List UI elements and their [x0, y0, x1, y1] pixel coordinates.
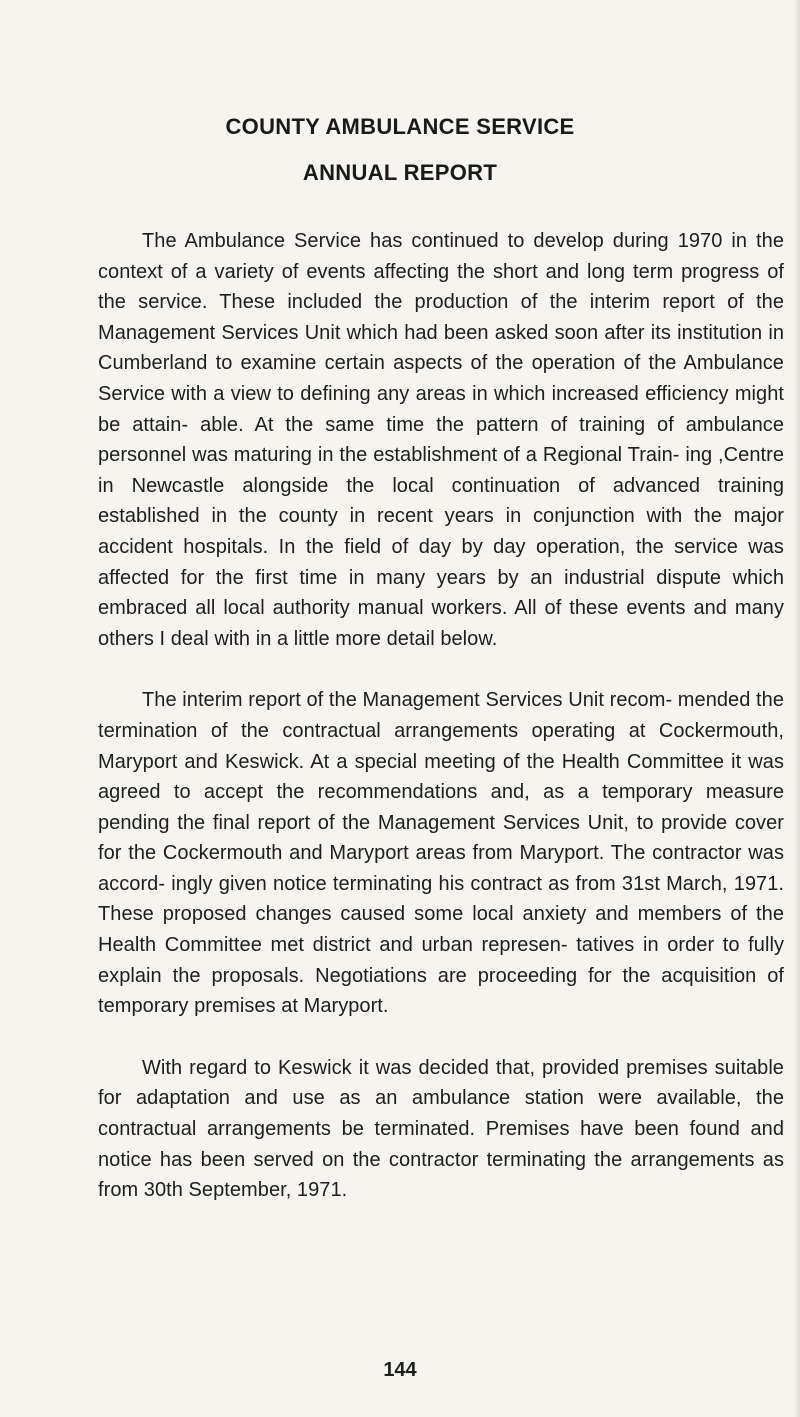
- page-number: 144: [383, 1359, 417, 1381]
- paragraph-1: The Ambulance Service has continued to develop during 1970 in the context of a variety of events affecting the short and long term progress of the service. These included the production of the interim report of the Management Services Unit which had been asked soon after its institution in Cumberland to examine certain aspects of the operation of the Ambulance Service with a view to defining any areas in which increased efficiency might be attain- able. At the same time the pattern of training of ambulance personnel was maturing in the establishment of a Regional Train- ing ,Centre in Newcastle alongside the local continuation of advanced training established in the county in recent years in conjunction with the major accident hospitals. In the field of day by day operation, the service was affected for the first time in many years by an industrial dispute which embraced all local authority manual workers. All of these events and many others I deal with in a little more detail below.: [98, 230, 784, 650]
- report-body: [98, 226, 784, 1237]
- page-title: COUNTY AMBULANCE SERVICE: [225, 114, 575, 139]
- page-subtitle: ANNUAL REPORT: [302, 160, 498, 185]
- page-edge-shadow: [794, 0, 800, 1417]
- paragraph-3: With regard to Keswick it was decided that, provided premises suitable for adaptation and use as an ambulance station were available, the contractual arrangements be terminated. Premises have been found and notice has been served on the contractor terminating the arrangements as from 30th September, 1971.: [98, 1056, 784, 1202]
- paragraph-2: The interim report of the Management Services Unit recom- mended the termination of the contractual arrangements operating at Cockermouth, Maryport and Keswick. At a special meeting of the Health Committee it was agreed to accept the recommendations and, as a temporary measure pending the final report of the Management Services Unit, to provide cover for the Cockermouth and Maryport areas from Maryport. The contractor was accord- ingly given notice terminating his contract as from 31st March, 1971. These proposed changes caused some local anxiety and members of the Health Committee met district and urban represen- tatives in order to fully explain the proposals. Negotiations are proceeding for the acquisition of temporary premises at Maryport.: [98, 689, 784, 1018]
